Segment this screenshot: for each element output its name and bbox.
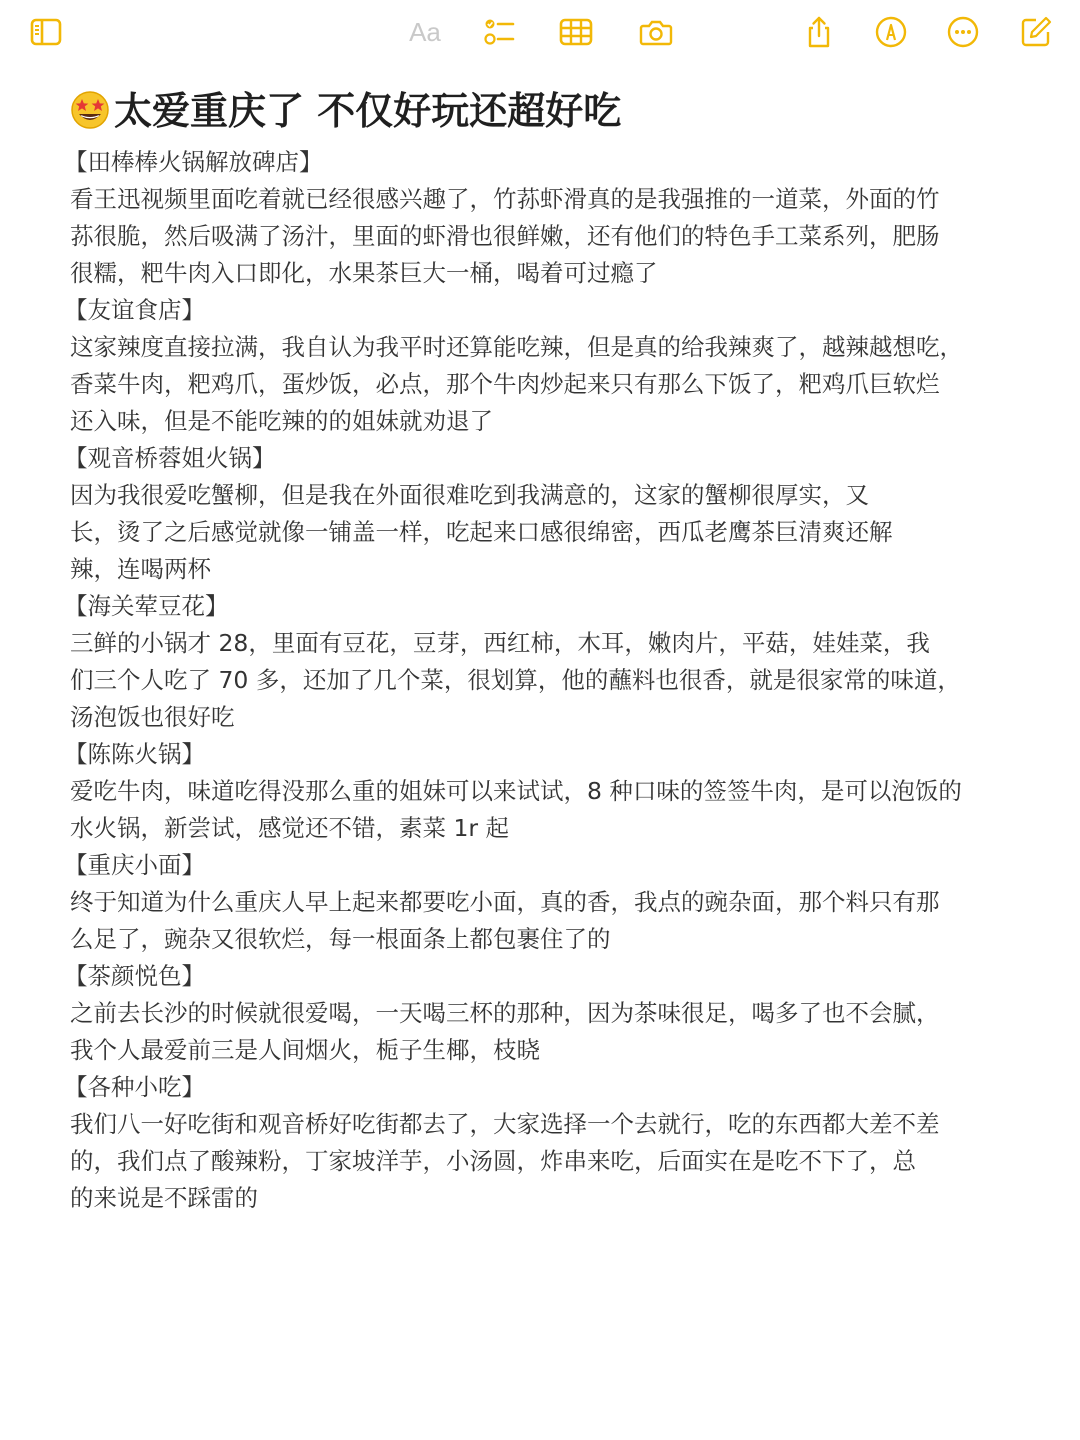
section-heading: 【重庆小面】 [64, 851, 205, 879]
note-section [64, 292, 1020, 440]
checklist-button[interactable] [477, 10, 521, 54]
share-icon [802, 15, 836, 49]
text-line: 的，我们点了酸辣粉，丁家坡洋芋，小汤圆，炸串来吃，后面实在是吃不下了，总 [70, 1147, 916, 1175]
sidebar-icon [29, 15, 63, 49]
text-line: 爱吃牛肉，味道吃得没那么重的姐妹可以来试试，8 种口味的签签牛肉，是可以泡饭的 [70, 777, 962, 805]
section-text [70, 773, 1020, 847]
note-title [70, 82, 1020, 140]
section-heading: 【友谊食店】 [64, 296, 205, 324]
note-section [64, 1069, 1020, 1217]
text-line: 很糯，粑牛肉入口即化，水果茶巨大一桶，喝着可过瘾了 [70, 259, 658, 287]
text-line: 三鲜的小锅才 28，里面有豆花，豆芽，西红柿，木耳，嫩肉片，平菇，娃娃菜，我 [70, 629, 930, 657]
section-heading: 【观音桥蓉姐火锅】 [64, 444, 276, 472]
text-line: 水火锅，新尝试，感觉还不错，素菜 1r 起 [70, 814, 510, 842]
section-text [70, 625, 1020, 736]
text-line: 汤泡饭也很好吃 [70, 703, 235, 731]
text-line: 么足了，豌杂又很软烂，每一根面条上都包裹住了的 [70, 925, 611, 953]
checklist-icon [482, 15, 516, 49]
section-text [70, 329, 1020, 440]
star-struck-emoji-icon [70, 90, 110, 130]
note-sections [64, 144, 1020, 1217]
note-section [64, 588, 1020, 736]
section-text [70, 181, 1020, 292]
text-format-button[interactable] [402, 10, 448, 54]
section-text [70, 1106, 1020, 1217]
note-section [64, 440, 1020, 588]
camera-button[interactable] [634, 10, 678, 54]
markup-button[interactable] [869, 10, 913, 54]
text-line: 香菜牛肉，粑鸡爪，蛋炒饭，必点，那个牛肉炒起来只有那么下饭了，粑鸡爪巨软烂 [70, 370, 940, 398]
section-heading: 【海关荤豆花】 [64, 592, 229, 620]
section-heading: 【茶颜悦色】 [64, 962, 205, 990]
text-line: 看王迅视频里面吃着就已经很感兴趣了，竹荪虾滑真的是我强推的一道菜，外面的竹 [70, 185, 940, 213]
text-line: 因为我很爱吃蟹柳，但是我在外面很难吃到我满意的，这家的蟹柳很厚实，又 [70, 481, 869, 509]
section-heading: 【陈陈火锅】 [64, 740, 205, 768]
text-line: 长，烫了之后感觉就像一铺盖一样，吃起来口感很绵密，西瓜老鹰茶巨清爽还解 [70, 518, 893, 546]
note-section [64, 736, 1020, 847]
ellipsis-circle-icon [946, 15, 980, 49]
sidebar-toggle-button[interactable] [24, 10, 68, 54]
text-line: 辣，连喝两杯 [70, 555, 211, 583]
share-button[interactable] [797, 10, 841, 54]
camera-icon [639, 15, 673, 49]
compose-icon [1019, 15, 1053, 49]
text-line: 荪很脆，然后吸满了汤汁，里面的虾滑也很鲜嫩，还有他们的特色手工菜系列，肥肠 [70, 222, 940, 250]
notes-toolbar [0, 0, 1080, 64]
text-line: 之前去长沙的时候就很爱喝，一天喝三杯的那种，因为茶味很足，喝多了也不会腻， [70, 999, 940, 1027]
note-section [64, 958, 1020, 1069]
text-line: 我个人最爱前三是人间烟火，栀子生椰，枝晓 [70, 1036, 540, 1064]
section-text [70, 477, 1020, 588]
table-button[interactable] [554, 10, 598, 54]
section-heading: 【各种小吃】 [64, 1073, 205, 1101]
text-line: 我们八一好吃街和观音桥好吃街都去了，大家选择一个去就行，吃的东西都大差不差 [70, 1110, 940, 1138]
section-heading: 【田棒棒火锅解放碑店】 [64, 148, 323, 176]
text-line: 还入味，但是不能吃辣的的姐妹就劝退了 [70, 407, 493, 435]
text-line: 这家辣度直接拉满，我自认为我平时还算能吃辣，但是真的给我辣爽了，越辣越想吃， [70, 333, 963, 361]
section-text [70, 884, 1020, 958]
compose-button[interactable] [1014, 10, 1058, 54]
text-line: 们三个人吃了 70 多，还加了几个菜，很划算，他的蘸料也很香，就是很家常的味道， [70, 666, 961, 694]
table-icon [559, 15, 593, 49]
more-button[interactable] [941, 10, 985, 54]
text-format-icon: Aa [409, 16, 441, 47]
note-section [64, 847, 1020, 958]
note-title-text: 太爱重庆了 不仅好玩还超好吃 [114, 89, 622, 133]
text-line: 终于知道为什么重庆人早上起来都要吃小面，真的香，我点的豌杂面，那个料只有那 [70, 888, 940, 916]
pen-circle-icon [874, 15, 908, 49]
section-text [70, 995, 1020, 1069]
note-body[interactable] [64, 82, 1020, 1217]
note-section [64, 144, 1020, 292]
text-line: 的来说是不踩雷的 [70, 1184, 258, 1212]
